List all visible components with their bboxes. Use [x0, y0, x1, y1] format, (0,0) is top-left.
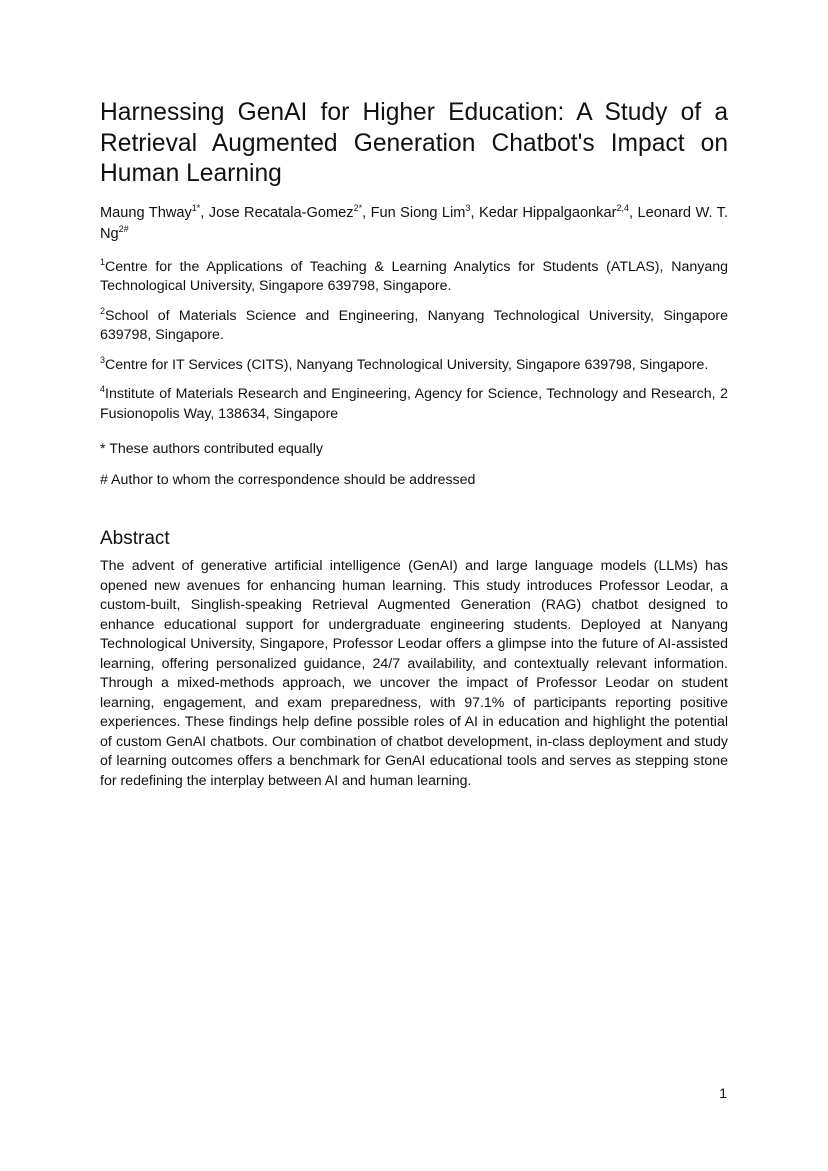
- author-name: Maung Thway: [100, 204, 192, 221]
- abstract-heading: Abstract: [100, 528, 170, 549]
- paper-title: Harnessing GenAI for Higher Education: A Study of a Retrieval Augmented Generation Chatbot's Impact on Human Learning: [100, 99, 728, 187]
- author-affiliation-mark: 3: [465, 202, 471, 213]
- affiliation-text: Centre for IT Services (CITS), Nanyang Technological University, Singapore 639798, Singapore.: [105, 356, 709, 373]
- affiliation-mark: 1: [100, 256, 106, 267]
- page-number: 1: [719, 1086, 727, 1102]
- equal-contribution-note: * These authors contributed equally: [100, 441, 323, 457]
- author-list: Maung Thway$^{1*}$, Jose Recatala-Gomez$^{2*}$, Fun Siong Lim$^3$, Kedar Hippalgaonkar$^{2,4}$, Leonard W. T. $Ng^{2\#}$: [100, 202, 729, 242]
- affiliation-3: [100, 356, 728, 376]
- affiliation-text: Institute of Materials Research and Engineering, Agency for Science, Technology and Research, 2 Fusionopolis Way, 138634, Singapore: [100, 386, 728, 422]
- affiliation-mark: 3: [100, 354, 106, 365]
- author-name: Kedar Hippalgaonkar: [478, 204, 617, 221]
- affiliation-mark: 2: [100, 305, 106, 316]
- author-name: Jose Recatala-Gomez: [208, 204, 354, 221]
- affiliation-text: Centre for the Applications of Teaching & Learning Analytics for Students (ATLAS), Nanyang Technological University, Singapore 639798, Singapore.: [100, 258, 728, 294]
- author-affiliation-mark: 2#: [118, 223, 129, 234]
- author-name: Leonard W. T. Ng: [100, 204, 729, 242]
- author-affiliation-mark: 2*: [353, 202, 363, 213]
- affiliation-4: [100, 385, 728, 424]
- author-affiliation-mark: 2,4: [616, 202, 629, 213]
- affiliation-text: School of Materials Science and Engineering, Nanyang Technological University, Singapore 639798, Singapore.: [100, 307, 728, 343]
- abstract-body: The advent of generative artificial intelligence (GenAI) and large language models (LLMs) has opened new avenues for enhancing human learning. This study introduces Professor Leodar, a custom-built, Singlish-speaking Retrieval Augmented Generation (RAG) chatbot designed to enhance educational support for undergraduate engineering students. Deployed at Nanyang Technological University, Singapore, Professor Leodar offers a glimpse into the future of AI-assisted learning, offering personalized guidance, 24/7 availability, and contextually relevant information. Through a mixed-methods approach, we uncover the impact of Professor Leodar on student learning, engagement, and exam preparedness, with 97.1% of participants reporting positive experiences. These findings help define possible roles of AI in education and highlight the potential of custom GenAI chatbots. Our combination of chatbot development, in-class deployment and study of learning outcomes offers a benchmark for GenAI educational tools and serves as stepping stone for redefining the interplay between AI and human learning.: [100, 558, 728, 789]
- affiliation-2: [100, 307, 728, 346]
- author-affiliation-mark: 1*: [191, 202, 201, 213]
- page-content: [100, 98, 728, 791]
- affiliation-mark: 4: [100, 384, 106, 394]
- affiliation-1: [100, 258, 728, 297]
- correspondence-note: # Author to whom the correspondence should be addressed: [100, 471, 476, 488]
- author-name: Fun Siong Lim: [370, 204, 466, 221]
